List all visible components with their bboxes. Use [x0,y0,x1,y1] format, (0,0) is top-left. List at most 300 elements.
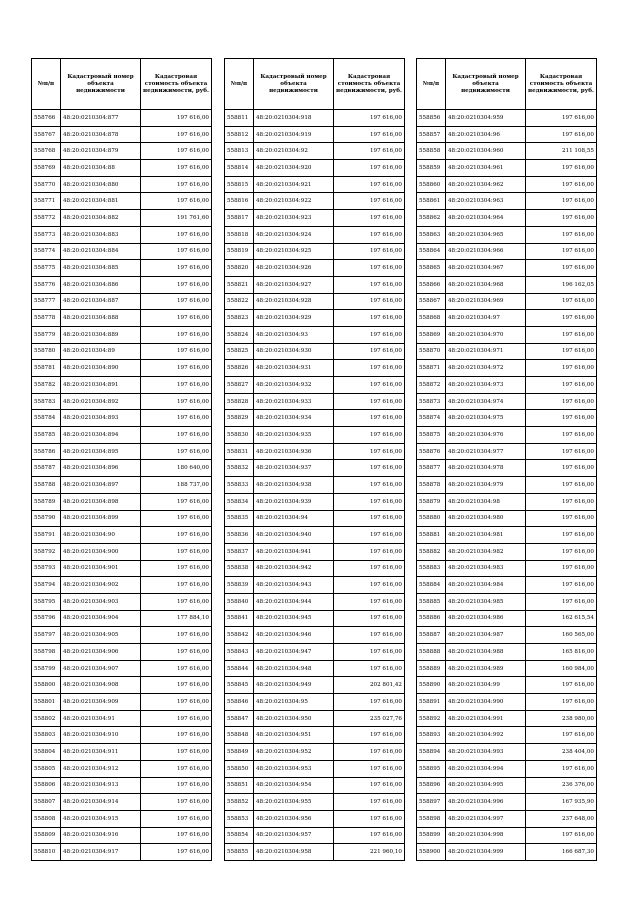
cadastral-value-cell: 197 616,00 [526,510,597,527]
cadastral-value-cell: 197 616,00 [334,827,405,844]
cadastral-value-cell: 197 616,00 [141,543,212,560]
cadastral-number-cell: 48:20:0210304:902 [61,577,141,594]
cadastral-number-cell: 48:20:0210304:945 [254,610,334,627]
cadastral-value-cell: 180 640,00 [141,460,212,477]
table-row [225,143,405,160]
table-row [32,243,212,260]
cadastral-value-cell: 197 616,00 [526,393,597,410]
row-number-cell: 558780 [32,343,61,360]
cadastral-value-cell: 197 616,00 [526,210,597,227]
row-number-cell: 558775 [32,260,61,277]
cadastral-number-cell: 48:20:0210304:918 [254,110,334,127]
table-row [32,744,212,761]
table-row [417,577,597,594]
row-number-cell: 558828 [225,393,254,410]
table-row [225,543,405,560]
cadastral-value-cell: 197 616,00 [334,593,405,610]
cadastral-number-cell: 48:20:0210304:944 [254,593,334,610]
cadastral-value-cell: 197 616,00 [334,460,405,477]
cadastral-table-1 [31,58,212,861]
cadastral-number-cell: 48:20:0210304:997 [446,810,526,827]
row-number-cell: 558868 [417,310,446,327]
table-row [417,660,597,677]
cadastral-number-cell: 48:20:0210304:964 [446,210,526,227]
cadastral-value-cell: 197 616,00 [334,110,405,127]
row-number-cell: 558805 [32,760,61,777]
cadastral-number-cell: 48:20:0210304:963 [446,193,526,210]
row-number-cell: 558783 [32,393,61,410]
cadastral-value-cell: 197 616,00 [334,226,405,243]
cadastral-value-cell: 197 616,00 [141,377,212,394]
table-row [417,193,597,210]
table-row [225,710,405,727]
cadastral-number-cell: 48:20:0210304:940 [254,527,334,544]
cadastral-value-cell: 197 616,00 [334,260,405,277]
row-number-cell: 558850 [225,760,254,777]
table-row [32,694,212,711]
row-number-cell: 558771 [32,193,61,210]
cadastral-value-cell: 237 648,00 [526,810,597,827]
row-number-cell: 558872 [417,377,446,394]
cadastral-value-cell: 197 616,00 [141,226,212,243]
row-number-cell: 558808 [32,810,61,827]
cadastral-number-cell: 48:20:0210304:962 [446,176,526,193]
cadastral-value-cell: 197 616,00 [334,276,405,293]
cadastral-value-cell: 197 616,00 [141,443,212,460]
row-number-cell: 558804 [32,744,61,761]
cadastral-number-cell: 48:20:0210304:900 [61,543,141,560]
cadastral-number-cell: 48:20:0210304:939 [254,493,334,510]
cadastral-value-cell: 197 616,00 [334,660,405,677]
cadastral-value-cell: 197 616,00 [141,193,212,210]
cadastral-value-cell: 197 616,00 [526,377,597,394]
cadastral-value-cell: 236 376,00 [526,777,597,794]
row-number-cell: 558871 [417,360,446,377]
cadastral-number-cell: 48:20:0210304:883 [61,226,141,243]
cadastral-number-cell: 48:20:0210304:913 [61,777,141,794]
cadastral-number-cell: 48:20:0210304:896 [61,460,141,477]
table-row [417,644,597,661]
cadastral-value-cell: 197 616,00 [141,410,212,427]
table-row [32,393,212,410]
cadastral-value-cell: 197 616,00 [141,644,212,661]
cadastral-number-cell: 48:20:0210304:923 [254,210,334,227]
cadastral-value-cell: 197 616,00 [334,410,405,427]
table-row [225,577,405,594]
table-row [32,110,212,127]
table-row [417,627,597,644]
cadastral-value-cell: 197 616,00 [141,727,212,744]
row-number-cell: 558867 [417,293,446,310]
cadastral-value-cell: 197 616,00 [526,727,597,744]
cadastral-value-cell: 197 616,00 [334,326,405,343]
row-number-cell: 558824 [225,326,254,343]
cadastral-number-cell: 48:20:0210304:94 [254,510,334,527]
table-row [417,543,597,560]
cadastral-number-cell: 48:20:0210304:937 [254,460,334,477]
table-row [417,410,597,427]
row-number-cell: 558891 [417,694,446,711]
cadastral-number-cell: 48:20:0210304:957 [254,827,334,844]
row-number-cell: 558807 [32,794,61,811]
row-number-cell: 558823 [225,310,254,327]
cadastral-value-cell: 197 616,00 [526,193,597,210]
row-number-cell: 558896 [417,777,446,794]
cadastral-value-cell: 197 616,00 [526,593,597,610]
cadastral-number-cell: 48:20:0210304:930 [254,343,334,360]
row-number-cell: 558826 [225,360,254,377]
cadastral-number-cell: 48:20:0210304:941 [254,543,334,560]
cadastral-value-cell: 197 616,00 [526,360,597,377]
row-number-cell: 558900 [417,844,446,861]
cadastral-value-cell: 197 616,00 [334,143,405,160]
row-number-cell: 558863 [417,226,446,243]
cadastral-value-cell: 197 616,00 [141,844,212,861]
cadastral-number-cell: 48:20:0210304:907 [61,660,141,677]
row-number-cell: 558898 [417,810,446,827]
row-number-cell: 558848 [225,727,254,744]
cadastral-number-cell: 48:20:0210304:909 [61,694,141,711]
cadastral-value-cell: 197 616,00 [334,126,405,143]
row-number-cell: 558809 [32,827,61,844]
table-row [32,360,212,377]
cadastral-number-cell: 48:20:0210304:911 [61,744,141,761]
table-row [32,760,212,777]
header-cadastral-number: Кадастровый номер объекта недвижимости [446,59,526,110]
cadastral-value-cell: 197 616,00 [526,527,597,544]
row-number-cell: 558890 [417,677,446,694]
cadastral-value-cell: 162 615,54 [526,610,597,627]
row-number-cell: 558854 [225,827,254,844]
table-row [32,593,212,610]
cadastral-number-cell: 48:20:0210304:890 [61,360,141,377]
cadastral-value-cell: 197 616,00 [526,410,597,427]
row-number-cell: 558882 [417,543,446,560]
table-row [225,460,405,477]
row-number-cell: 558766 [32,110,61,127]
cadastral-number-cell: 48:20:0210304:88 [61,160,141,177]
row-number-cell: 558769 [32,160,61,177]
cadastral-value-cell: 197 616,00 [141,326,212,343]
cadastral-value-cell: 197 616,00 [334,427,405,444]
cadastral-value-cell: 191 761,60 [141,210,212,227]
cadastral-number-cell: 48:20:0210304:927 [254,276,334,293]
row-number-cell: 558876 [417,443,446,460]
cadastral-number-cell: 48:20:0210304:956 [254,810,334,827]
cadastral-number-cell: 48:20:0210304:904 [61,610,141,627]
cadastral-number-cell: 48:20:0210304:982 [446,543,526,560]
table-row [32,660,212,677]
table-row [417,276,597,293]
row-number-cell: 558838 [225,560,254,577]
table-row [32,794,212,811]
row-number-cell: 558817 [225,210,254,227]
cadastral-value-cell: 197 616,00 [334,794,405,811]
row-number-cell: 558866 [417,276,446,293]
row-number-cell: 558819 [225,243,254,260]
table-row [225,427,405,444]
cadastral-value-cell: 197 616,00 [141,527,212,544]
cadastral-number-cell: 48:20:0210304:998 [446,827,526,844]
table-row [225,560,405,577]
cadastral-value-cell: 197 616,00 [141,427,212,444]
row-number-cell: 558856 [417,110,446,127]
table-row [32,777,212,794]
cadastral-value-cell: 197 616,00 [141,827,212,844]
cadastral-number-cell: 48:20:0210304:879 [61,143,141,160]
cadastral-number-cell: 48:20:0210304:968 [446,276,526,293]
table-row [225,410,405,427]
cadastral-value-cell: 197 616,00 [526,443,597,460]
table-row [225,210,405,227]
cadastral-value-cell: 197 616,00 [526,226,597,243]
cadastral-number-cell: 48:20:0210304:960 [446,143,526,160]
table-row [32,260,212,277]
cadastral-value-cell: 197 616,00 [526,677,597,694]
table-row [225,377,405,394]
cadastral-number-cell: 48:20:0210304:878 [61,126,141,143]
header-cadastral-value: Кадастровая стоимость объекта недвижимости, руб. [141,59,212,110]
cadastral-value-cell: 197 616,00 [334,343,405,360]
table-row [32,710,212,727]
row-number-cell: 558790 [32,510,61,527]
table-row [32,560,212,577]
table-row [32,610,212,627]
cadastral-value-cell: 197 616,00 [526,293,597,310]
row-number-cell: 558813 [225,143,254,160]
cadastral-value-cell: 197 616,00 [334,560,405,577]
row-number-cell: 558881 [417,527,446,544]
table-row [32,493,212,510]
cadastral-value-cell: 197 616,00 [334,176,405,193]
cadastral-value-cell: 197 616,00 [141,393,212,410]
row-number-cell: 558870 [417,343,446,360]
cadastral-value-cell: 160 984,00 [526,660,597,677]
row-number-cell: 558799 [32,660,61,677]
cadastral-value-cell: 197 616,00 [526,326,597,343]
cadastral-value-cell: 197 616,00 [334,160,405,177]
cadastral-value-cell: 197 616,00 [334,727,405,744]
table-row [225,677,405,694]
table-row [225,193,405,210]
row-number-cell: 558857 [417,126,446,143]
cadastral-value-cell: 197 616,00 [526,243,597,260]
cadastral-number-cell: 48:20:0210304:897 [61,477,141,494]
table-row [225,160,405,177]
cadastral-value-cell: 197 616,00 [526,560,597,577]
cadastral-number-cell: 48:20:0210304:899 [61,510,141,527]
cadastral-number-cell: 48:20:0210304:928 [254,293,334,310]
cadastral-value-cell: 197 616,00 [141,310,212,327]
cadastral-number-cell: 48:20:0210304:934 [254,410,334,427]
cadastral-number-cell: 48:20:0210304:969 [446,293,526,310]
cadastral-value-cell: 197 616,00 [334,577,405,594]
cadastral-value-cell: 197 616,00 [141,493,212,510]
table-row [417,510,597,527]
table-row [417,160,597,177]
row-number-cell: 558839 [225,577,254,594]
cadastral-number-cell: 48:20:0210304:901 [61,560,141,577]
cadastral-number-cell: 48:20:0210304:881 [61,193,141,210]
table-row [417,143,597,160]
cadastral-value-cell: 188 737,00 [141,477,212,494]
row-number-cell: 558781 [32,360,61,377]
row-number-cell: 558888 [417,644,446,661]
cadastral-value-cell: 197 616,00 [526,543,597,560]
cadastral-value-cell: 197 616,00 [334,760,405,777]
table-row [32,160,212,177]
table-row [32,810,212,827]
row-number-cell: 558794 [32,577,61,594]
row-number-cell: 558894 [417,744,446,761]
header-number: №п/п [32,59,61,110]
table-row [417,827,597,844]
cadastral-number-cell: 48:20:0210304:943 [254,577,334,594]
cadastral-value-cell: 197 616,00 [334,377,405,394]
table-row [32,176,212,193]
cadastral-number-cell: 48:20:0210304:916 [61,827,141,844]
row-number-cell: 558816 [225,193,254,210]
cadastral-number-cell: 48:20:0210304:995 [446,777,526,794]
table-row [225,326,405,343]
cadastral-value-cell: 235 027,76 [334,710,405,727]
table-row [417,477,597,494]
cadastral-value-cell: 197 616,00 [141,260,212,277]
cadastral-number-cell: 48:20:0210304:970 [446,326,526,343]
table-row [225,343,405,360]
cadastral-number-cell: 48:20:0210304:955 [254,794,334,811]
table-row [225,510,405,527]
cadastral-value-cell: 197 616,00 [334,293,405,310]
cadastral-value-cell: 197 616,00 [334,443,405,460]
row-number-cell: 558773 [32,226,61,243]
table-row [417,844,597,861]
cadastral-value-cell: 197 616,00 [526,110,597,127]
row-number-cell: 558883 [417,560,446,577]
row-number-cell: 558851 [225,777,254,794]
row-number-cell: 558861 [417,193,446,210]
row-number-cell: 558789 [32,493,61,510]
row-number-cell: 558849 [225,744,254,761]
table-row [225,126,405,143]
table-row [225,794,405,811]
table-row [225,360,405,377]
table-row [417,694,597,711]
cadastral-number-cell: 48:20:0210304:973 [446,377,526,394]
table-row [32,510,212,527]
cadastral-table-3 [416,58,597,861]
table-row [225,243,405,260]
cadastral-number-cell: 48:20:0210304:884 [61,243,141,260]
row-number-cell: 558798 [32,644,61,661]
cadastral-number-cell: 48:20:0210304:917 [61,844,141,861]
table-header-row [417,59,597,110]
cadastral-number-cell: 48:20:0210304:98 [446,493,526,510]
row-number-cell: 558803 [32,727,61,744]
cadastral-number-cell: 48:20:0210304:932 [254,377,334,394]
row-number-cell: 558840 [225,593,254,610]
cadastral-number-cell: 48:20:0210304:978 [446,460,526,477]
row-number-cell: 558842 [225,627,254,644]
table-row [32,577,212,594]
table-row [225,827,405,844]
cadastral-number-cell: 48:20:0210304:882 [61,210,141,227]
row-number-cell: 558897 [417,794,446,811]
cadastral-value-cell: 197 616,00 [334,310,405,327]
cadastral-value-cell: 197 616,00 [526,460,597,477]
cadastral-number-cell: 48:20:0210304:942 [254,560,334,577]
cadastral-number-cell: 48:20:0210304:919 [254,126,334,143]
row-number-cell: 558814 [225,160,254,177]
cadastral-number-cell: 48:20:0210304:90 [61,527,141,544]
row-number-cell: 558878 [417,477,446,494]
table-row [32,677,212,694]
cadastral-value-cell: 197 616,00 [334,243,405,260]
row-number-cell: 558889 [417,660,446,677]
table-row [32,126,212,143]
row-number-cell: 558886 [417,610,446,627]
table-row [417,393,597,410]
cadastral-value-cell: 211 108,55 [526,143,597,160]
cadastral-value-cell: 197 616,00 [141,777,212,794]
cadastral-number-cell: 48:20:0210304:920 [254,160,334,177]
table-row [32,410,212,427]
cadastral-number-cell: 48:20:0210304:935 [254,427,334,444]
cadastral-value-cell: 197 616,00 [526,694,597,711]
cadastral-value-cell: 197 616,00 [334,810,405,827]
row-number-cell: 558864 [417,243,446,260]
table-row [417,310,597,327]
row-number-cell: 558833 [225,477,254,494]
table-row [225,610,405,627]
table-row [32,727,212,744]
cadastral-value-cell: 197 616,00 [141,343,212,360]
table-row [225,310,405,327]
row-number-cell: 558836 [225,527,254,544]
row-number-cell: 558884 [417,577,446,594]
cadastral-number-cell: 48:20:0210304:984 [446,577,526,594]
row-number-cell: 558834 [225,493,254,510]
cadastral-number-cell: 48:20:0210304:949 [254,677,334,694]
cadastral-value-cell: 197 616,00 [334,493,405,510]
row-number-cell: 558862 [417,210,446,227]
table-row [32,627,212,644]
row-number-cell: 558899 [417,827,446,844]
table-header-row [32,59,212,110]
cadastral-number-cell: 48:20:0210304:986 [446,610,526,627]
row-number-cell: 558788 [32,477,61,494]
table-row [32,377,212,394]
table-row [417,460,597,477]
cadastral-number-cell: 48:20:0210304:905 [61,627,141,644]
cadastral-number-cell: 48:20:0210304:903 [61,593,141,610]
row-number-cell: 558827 [225,377,254,394]
row-number-cell: 558820 [225,260,254,277]
table-row [225,660,405,677]
cadastral-value-cell: 197 616,00 [334,777,405,794]
row-number-cell: 558772 [32,210,61,227]
cadastral-number-cell: 48:20:0210304:99 [446,677,526,694]
cadastral-value-cell: 197 616,00 [141,176,212,193]
table-row [417,527,597,544]
cadastral-value-cell: 197 616,00 [141,660,212,677]
row-number-cell: 558806 [32,777,61,794]
table-row [225,110,405,127]
cadastral-value-cell: 160 565,00 [526,627,597,644]
table-header-row [225,59,405,110]
cadastral-number-cell: 48:20:0210304:975 [446,410,526,427]
cadastral-number-cell: 48:20:0210304:948 [254,660,334,677]
